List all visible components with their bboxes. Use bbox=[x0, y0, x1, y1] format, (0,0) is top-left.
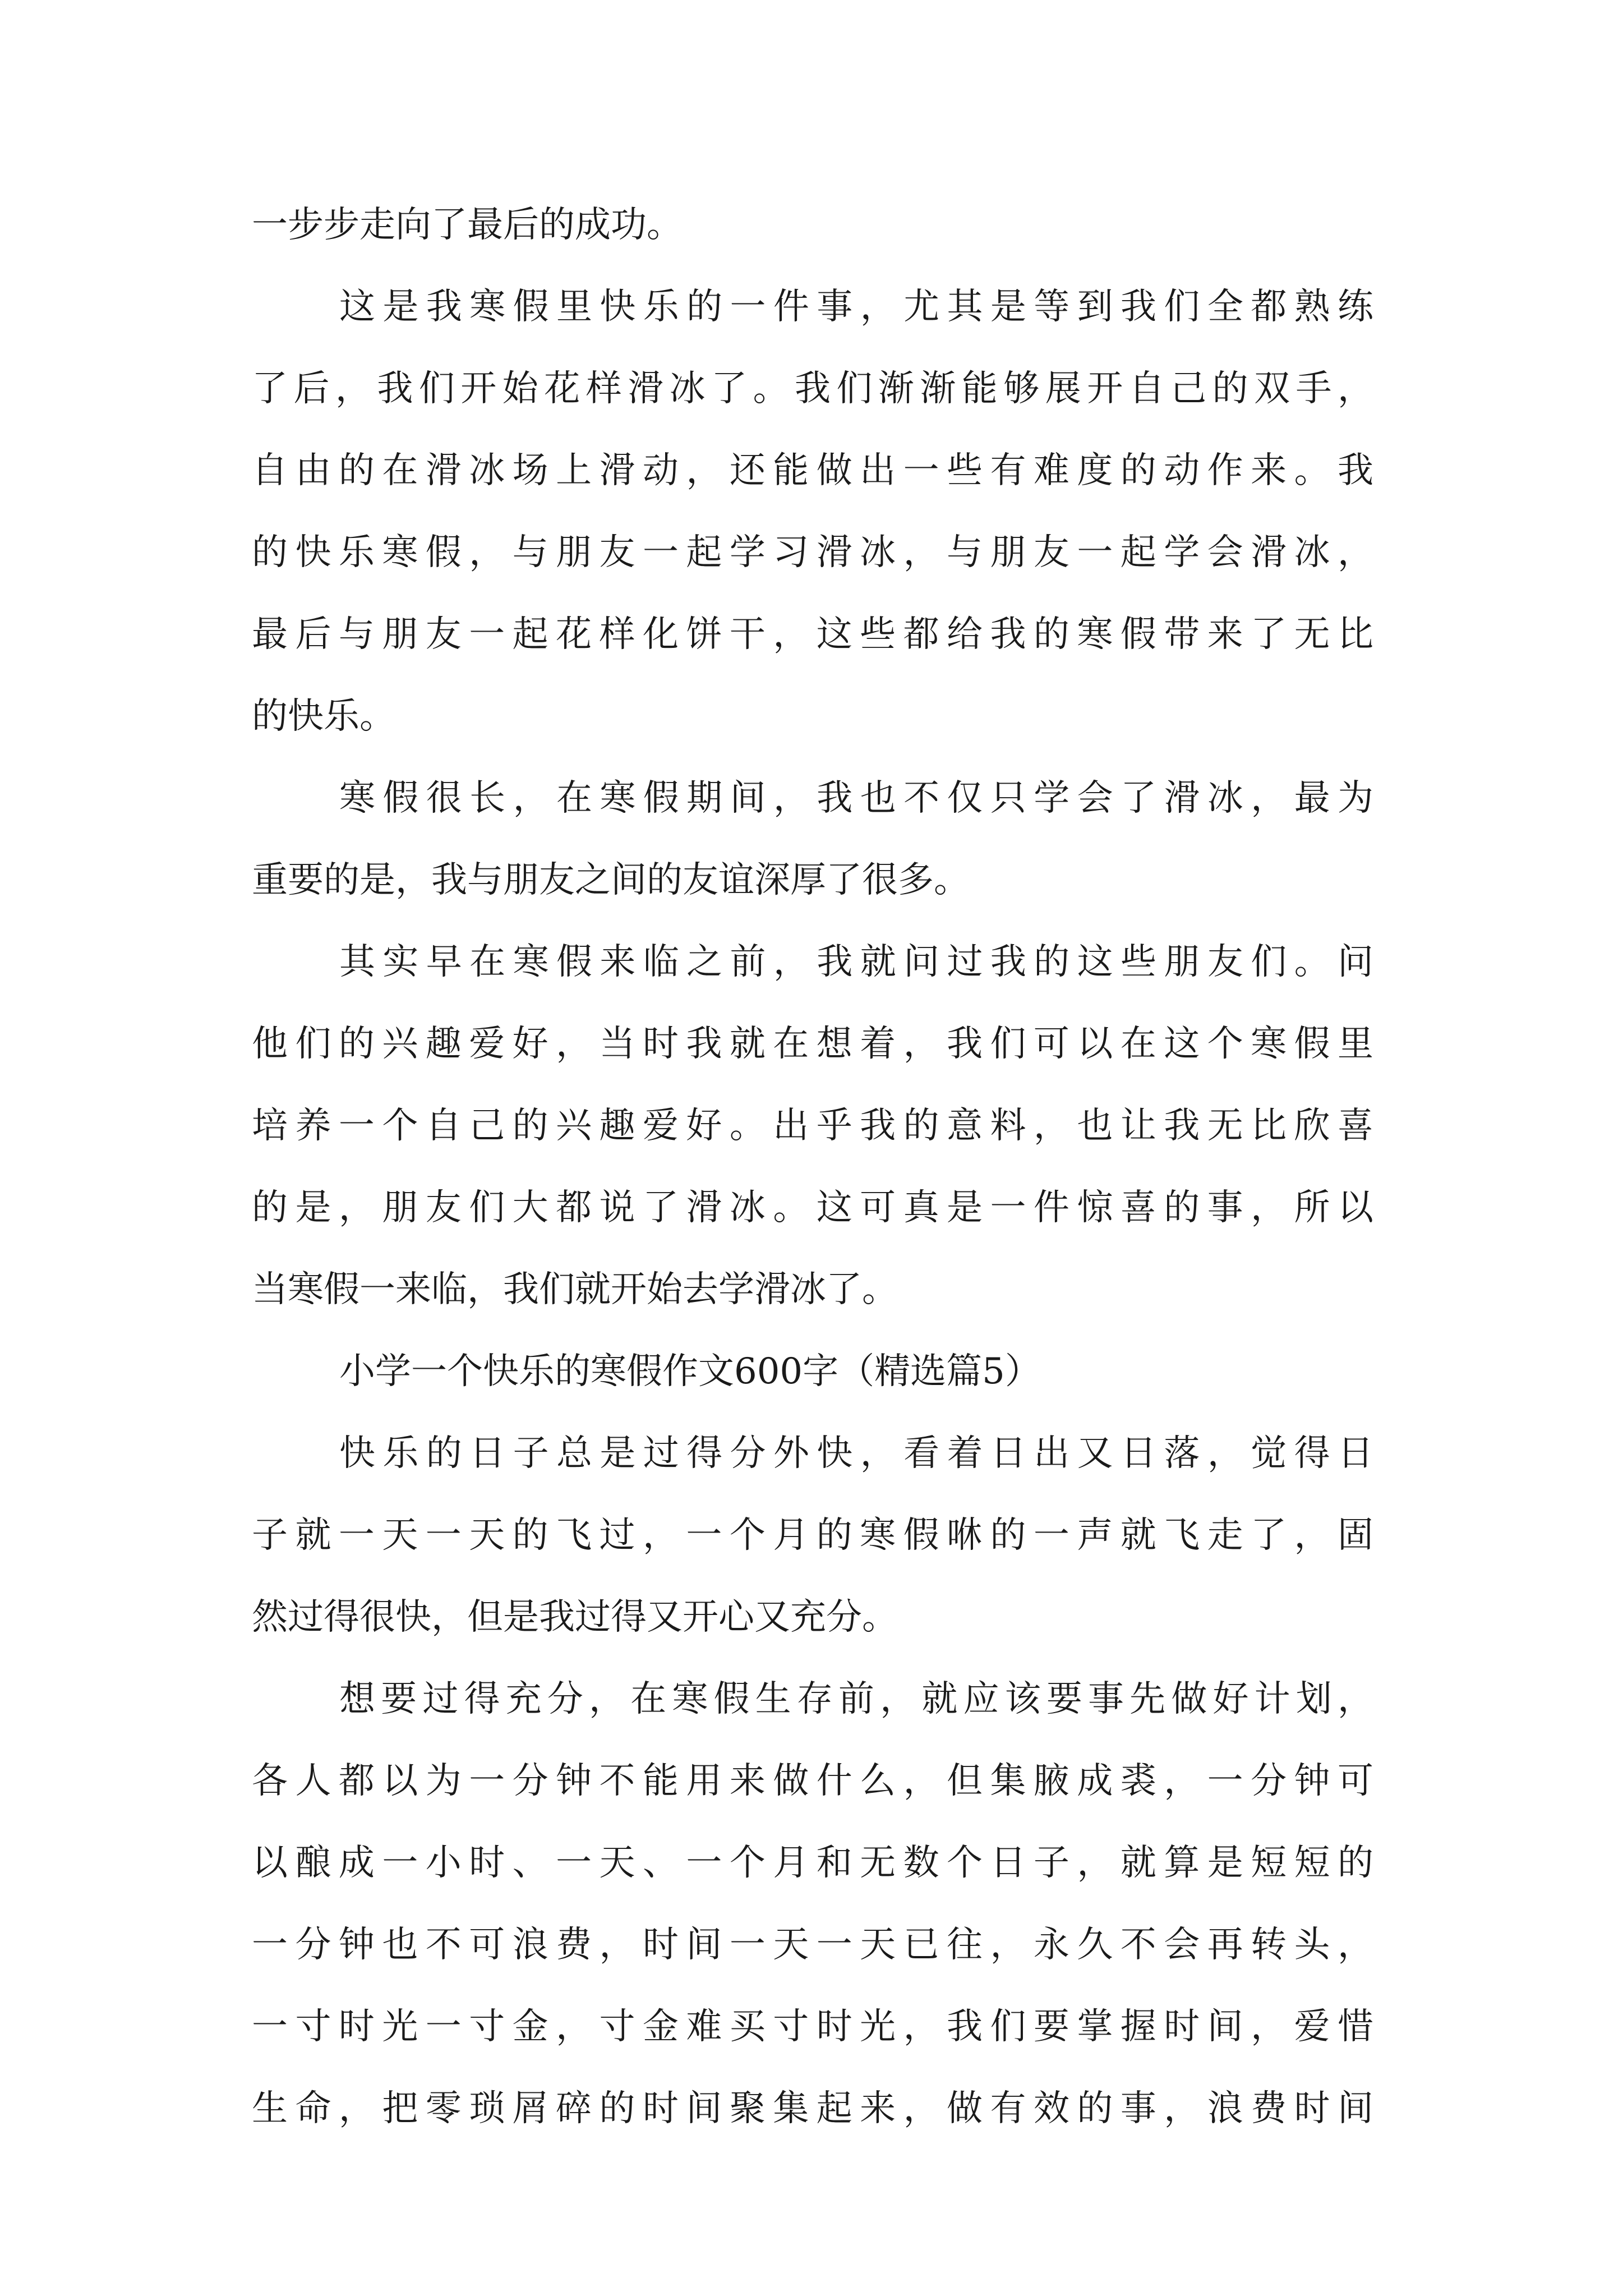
text-line: 然过得很快，但是我过得又开心又充分。 bbox=[252, 1596, 898, 1638]
text-line: 他们的兴趣爱好，当时我就在想着，我们可以在这个寒假里 bbox=[252, 1023, 1373, 1065]
text-line: 的是，朋友们大都说了滑冰。这可真是一件惊喜的事，所以 bbox=[252, 1187, 1373, 1228]
text-line: 以酿成一小时、一天、一个月和无数个日子，就算是短短的 bbox=[252, 1842, 1373, 1884]
text-line: 快乐的日子总是过得分外快，看着日出又日落，觉得日 bbox=[339, 1433, 1373, 1474]
section-heading: 小学一个快乐的寒假作文600字（精选篇5） bbox=[339, 1351, 1041, 1392]
text-line: 自由的在滑冰场上滑动，还能做出一些有难度的动作来。我 bbox=[252, 450, 1373, 491]
text-line: 子就一天一天的飞过，一个月的寒假咻的一声就飞走了，固 bbox=[252, 1515, 1373, 1556]
body-text bbox=[252, 184, 1373, 2150]
text-line: 培养一个自己的兴趣爱好。出乎我的意料，也让我无比欣喜 bbox=[252, 1105, 1373, 1147]
text-line: 一寸时光一寸金，寸金难买寸时光，我们要掌握时间，爱惜 bbox=[252, 2006, 1373, 2047]
text-line: 最后与朋友一起花样化饼干，这些都给我的寒假带来了无比 bbox=[252, 614, 1373, 655]
text-line: 重要的是，我与朋友之间的友谊深厚了很多。 bbox=[252, 859, 970, 901]
text-line: 的快乐寒假，与朋友一起学习滑冰，与朋友一起学会滑冰， bbox=[252, 532, 1373, 573]
text-line: 其实早在寒假来临之前，我就问过我的这些朋友们。问 bbox=[339, 941, 1373, 983]
text-line: 这是我寒假里快乐的一件事，尤其是等到我们全都熟练 bbox=[339, 286, 1373, 328]
text-line: 各人都以为一分钟不能用来做什么，但集腋成裘，一分钟可 bbox=[252, 1760, 1373, 1802]
text-line: 寒假很长，在寒假期间，我也不仅只学会了滑冰，最为 bbox=[339, 777, 1373, 819]
text-line: 的快乐。 bbox=[252, 696, 395, 737]
text-line: 当寒假一来临，我们就开始去学滑冰了。 bbox=[252, 1269, 898, 1310]
text-line: 一分钟也不可浪费，时间一天一天已往，永久不会再转头， bbox=[252, 1924, 1373, 1966]
text-line: 想要过得充分，在寒假生存前，就应该要事先做好计划， bbox=[339, 1678, 1373, 1720]
text-line: 了后，我们开始花样滑冰了。我们渐渐能够展开自己的双手， bbox=[252, 368, 1373, 409]
text-line: 生命，把零琐屑碎的时间聚集起来，做有效的事，浪费时间 bbox=[252, 2088, 1373, 2129]
text-line: 一步步走向了最后的成功。 bbox=[252, 204, 683, 246]
